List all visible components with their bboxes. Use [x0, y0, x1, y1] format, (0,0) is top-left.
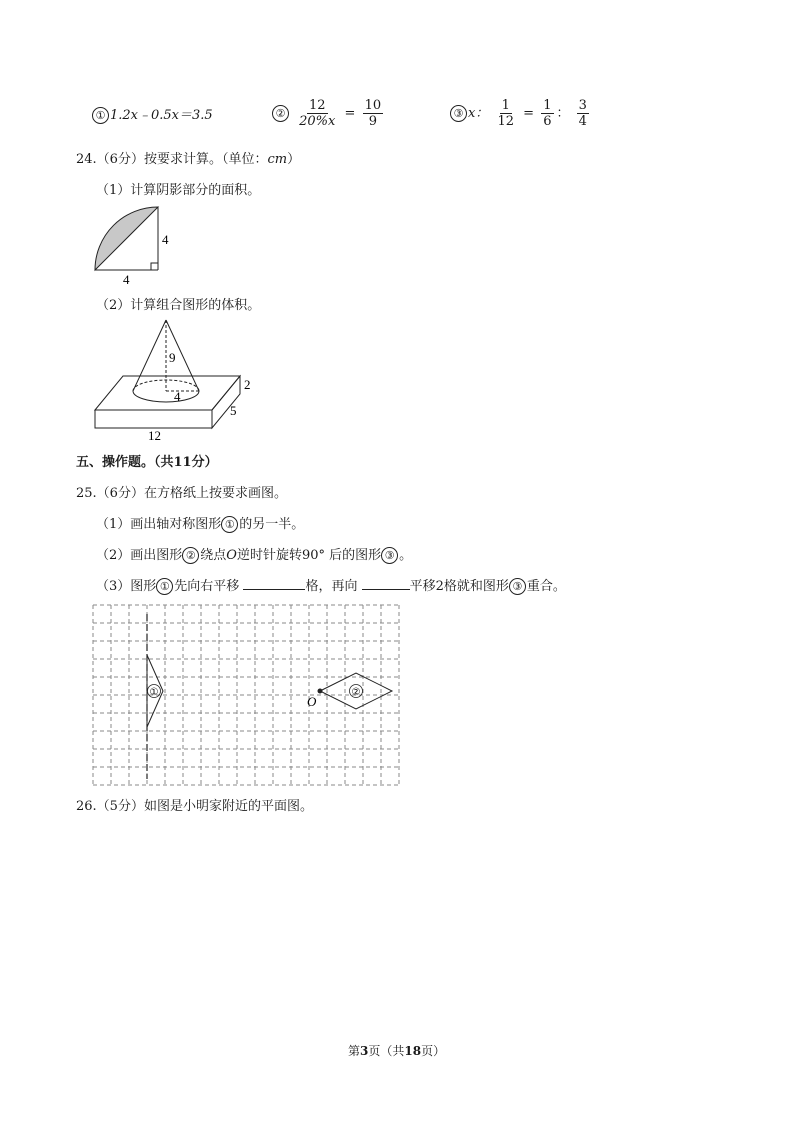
q25-p3-text-e: 重合。 — [526, 579, 566, 594]
q25-p3-circle1: ① — [156, 578, 173, 595]
eq2-frac1-den: 20%x — [299, 114, 336, 129]
q25-p2-text-b: 绕点 — [200, 548, 227, 563]
cuboid-height-label: 2 — [244, 377, 251, 392]
eq1-number: ① — [92, 107, 109, 124]
right-angle-mark — [151, 263, 158, 270]
eq3-sep: ： — [556, 106, 570, 121]
cone-height-label: 9 — [169, 350, 176, 365]
eq1-expression: 1.2x﹣0.5x＝3.5 — [110, 108, 213, 123]
cone-cuboid-figure — [88, 314, 278, 444]
q25-p2-text-d: 。 — [399, 548, 413, 563]
q25-p2-text-a: （2）画出图形 — [96, 548, 183, 563]
cuboid-top — [95, 376, 240, 410]
q24-part1: （1）计算阴影部分的面积。 — [96, 183, 261, 198]
q25-header: 25.（6分）在方格纸上按要求画图。 — [76, 486, 287, 501]
cone-base-front — [133, 391, 199, 402]
q25-part2 — [96, 544, 412, 564]
q25-p1-text-a: （1）画出轴对称图形 — [96, 517, 222, 532]
q25-p3-text-d: 平移2格就和图形 — [409, 579, 509, 594]
cuboid-front — [95, 410, 212, 428]
q25-p1-text-b: 的另一半。 — [239, 517, 305, 532]
answer-blank-2[interactable] — [362, 577, 410, 590]
point-o — [318, 689, 323, 694]
cuboid-width-label: 5 — [230, 403, 237, 418]
eq2-frac2-den: 9 — [368, 114, 377, 129]
figure-1-label: ① — [149, 687, 159, 698]
eq3-f2-num: 1 — [543, 98, 552, 113]
q24-header — [76, 148, 300, 167]
q25-part3 — [96, 575, 566, 595]
point-o-label: O — [307, 694, 317, 709]
grid-paper — [88, 600, 418, 786]
eq3-f3-den: 4 — [578, 114, 587, 129]
q25-p3-circle2: ③ — [509, 578, 526, 595]
eq2-frac1-num: 12 — [308, 98, 326, 113]
q26-header: 26.（5分）如图是小明家附近的平面图。 — [76, 799, 313, 814]
cone-radius-label: 4 — [174, 389, 181, 404]
q24-header-text: 24.（6分）按要求计算。（单位： — [76, 152, 268, 167]
eq3-equals: = — [523, 106, 535, 121]
fig1-bottom-label: 4 — [123, 272, 130, 287]
eq3-f3-num: 3 — [578, 98, 587, 113]
eq3-number: ③ — [450, 105, 467, 122]
footer-prefix: 第 — [348, 1044, 361, 1058]
eq3-f1-num: 1 — [501, 98, 510, 113]
equation-3 — [450, 98, 592, 129]
q25-p3-text-c: 格，再向 — [305, 579, 358, 594]
cuboid-right — [212, 376, 240, 428]
q25-p3-text-b: 先向右平移 — [174, 579, 240, 594]
shaded-segment — [95, 207, 158, 270]
q25-p2-text-c: 逆时针旋转90° 后的图形 — [236, 548, 382, 563]
footer-total-pages: 18 — [404, 1044, 422, 1058]
q24-close: ） — [287, 152, 301, 167]
shaded-segment-figure — [88, 200, 178, 288]
eq2-frac2-num: 10 — [364, 98, 382, 113]
q25-p2-circle2: ③ — [381, 547, 398, 564]
q25-p1-circle: ① — [221, 516, 238, 533]
footer-page-number: 3 — [360, 1044, 369, 1058]
eq3-f1-den: 12 — [497, 114, 515, 129]
q25-part1 — [96, 513, 304, 533]
eq2-equals: = — [344, 106, 356, 121]
q25-p2-point-o: O — [226, 548, 237, 563]
equation-2 — [272, 98, 386, 129]
eq2-number: ② — [272, 105, 289, 122]
answer-blank-1[interactable] — [243, 577, 305, 590]
section5-title: 五、操作题。（共11分） — [76, 455, 218, 470]
q25-p3-text-a: （3）图形 — [96, 579, 157, 594]
equation-1 — [92, 104, 213, 124]
page-footer — [348, 1042, 445, 1059]
fig1-side-label: 4 — [162, 232, 169, 247]
q24-part2: （2）计算组合图形的体积。 — [96, 298, 261, 313]
eq3-f2-den: 6 — [543, 114, 552, 129]
footer-mid: 页（共 — [368, 1044, 405, 1058]
figure-2-label: ② — [351, 687, 361, 698]
eq3-var: x： — [468, 106, 489, 121]
q24-unit: cm — [267, 152, 288, 167]
q25-p2-circle1: ② — [182, 547, 199, 564]
footer-suffix: 页） — [421, 1044, 446, 1058]
cuboid-length-label: 12 — [148, 428, 161, 443]
